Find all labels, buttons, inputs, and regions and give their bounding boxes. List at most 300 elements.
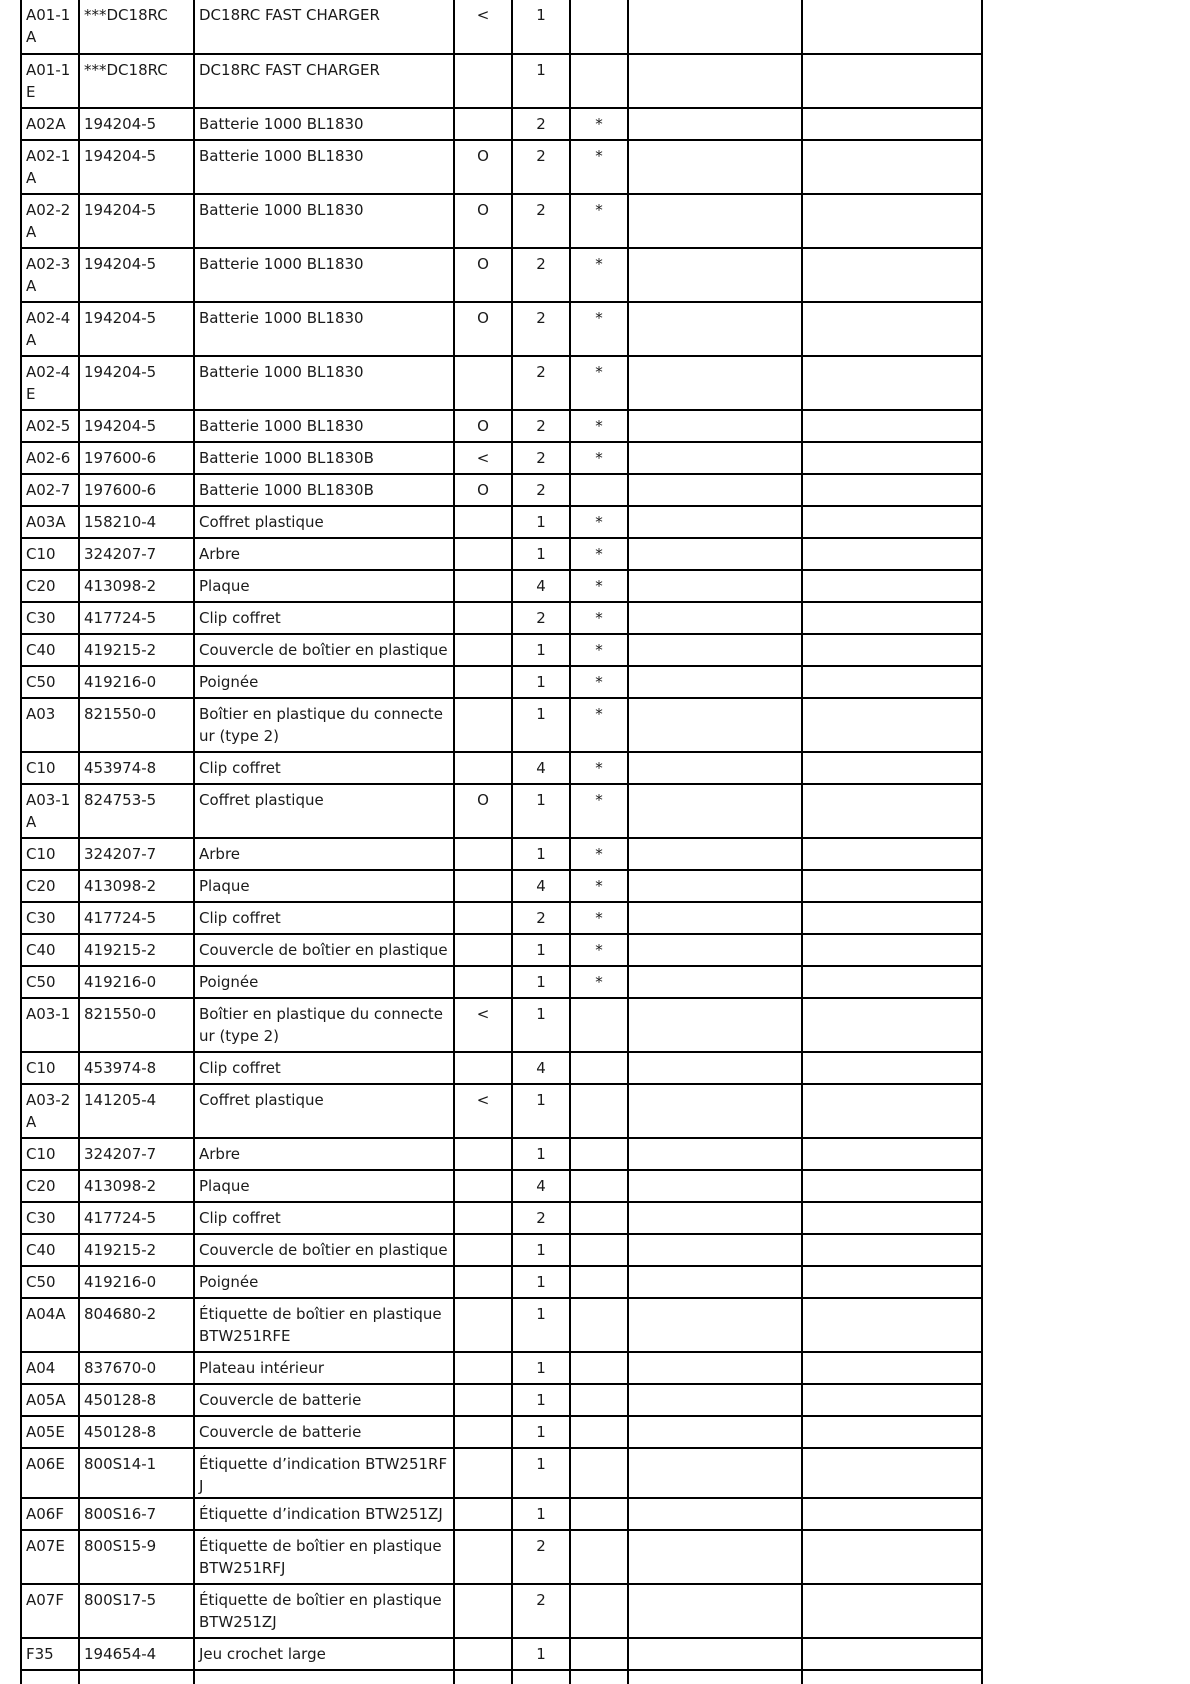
quantity-cell: 1 (512, 1084, 570, 1138)
star-mark-cell: * (570, 666, 628, 698)
part-number-cell: 804680-2 (79, 1298, 194, 1352)
part-description-cell: Plateau intérieur (194, 1352, 454, 1384)
empty-cell (512, 1670, 570, 1684)
empty-cell (802, 1138, 982, 1170)
change-mark-cell: O (454, 140, 512, 194)
empty-cell (802, 248, 982, 302)
item-number-cell: A04 (21, 1352, 79, 1384)
empty-cell (802, 302, 982, 356)
change-mark-cell (454, 1416, 512, 1448)
table-row (21, 666, 982, 698)
star-mark-cell (570, 998, 628, 1052)
empty-cell (802, 506, 982, 538)
part-number-cell: 800S14-1 (79, 1448, 194, 1498)
empty-cell (802, 966, 982, 998)
empty-cell (802, 902, 982, 934)
change-mark-cell (454, 752, 512, 784)
part-description-cell: Étiquette d’indication BTW251RFJ (194, 1448, 454, 1498)
empty-cell (802, 570, 982, 602)
part-description-cell: DC18RC FAST CHARGER (194, 0, 454, 54)
empty-cell (802, 1052, 982, 1084)
item-number-cell: A07F (21, 1584, 79, 1638)
change-mark-cell (454, 934, 512, 966)
item-number-cell: C30 (21, 1202, 79, 1234)
empty-cell (802, 1352, 982, 1384)
change-mark-cell (454, 1530, 512, 1584)
part-number-cell: 417724-5 (79, 902, 194, 934)
empty-cell (628, 602, 802, 634)
empty-cell (802, 140, 982, 194)
empty-cell (628, 506, 802, 538)
table-row (21, 538, 982, 570)
part-number-cell: 453974-8 (79, 1052, 194, 1084)
empty-cell (628, 870, 802, 902)
star-mark-cell: * (570, 698, 628, 752)
empty-cell (628, 410, 802, 442)
star-mark-cell: * (570, 784, 628, 838)
item-number-cell: C10 (21, 538, 79, 570)
table-row (21, 998, 982, 1052)
change-mark-cell: O (454, 784, 512, 838)
part-number-cell: 800S15-9 (79, 1530, 194, 1584)
empty-cell (628, 1448, 802, 1498)
part-description-cell: Étiquette de boîtier en plastique BTW251RFJ (194, 1530, 454, 1584)
item-number-cell: C40 (21, 1234, 79, 1266)
table-row (21, 752, 982, 784)
part-number-cell: 824753-5 (79, 784, 194, 838)
quantity-cell: 1 (512, 784, 570, 838)
part-number-cell: 194654-4 (79, 1638, 194, 1670)
part-number-cell: 413098-2 (79, 570, 194, 602)
quantity-cell: 4 (512, 870, 570, 902)
star-mark-cell: * (570, 602, 628, 634)
item-number-cell: C30 (21, 602, 79, 634)
part-description-cell: Batterie 1000 BL1830 (194, 248, 454, 302)
star-mark-cell: * (570, 570, 628, 602)
part-description-cell: Arbre (194, 538, 454, 570)
part-description-cell: Coffret plastique (194, 506, 454, 538)
empty-cell (194, 1670, 454, 1684)
part-number-cell: 197600-6 (79, 442, 194, 474)
quantity-cell: 2 (512, 1584, 570, 1638)
item-number-cell: C20 (21, 570, 79, 602)
part-number-cell: 413098-2 (79, 1170, 194, 1202)
table-row (21, 356, 982, 410)
empty-cell (802, 1584, 982, 1638)
empty-cell (628, 1384, 802, 1416)
empty-cell (628, 1670, 802, 1684)
table-row (21, 966, 982, 998)
empty-cell (628, 998, 802, 1052)
empty-cell (628, 966, 802, 998)
quantity-cell: 1 (512, 0, 570, 54)
part-description-cell: Coffret plastique (194, 784, 454, 838)
quantity-cell: 1 (512, 1266, 570, 1298)
table-row (21, 634, 982, 666)
part-number-cell: 194204-5 (79, 410, 194, 442)
table-row (21, 194, 982, 248)
empty-cell (802, 1266, 982, 1298)
item-number-cell: A02A (21, 108, 79, 140)
part-description-cell: Batterie 1000 BL1830 (194, 356, 454, 410)
part-number-cell: 800S17-5 (79, 1584, 194, 1638)
item-number-cell: A01-1 A (21, 0, 79, 54)
quantity-cell: 2 (512, 602, 570, 634)
star-mark-cell (570, 1352, 628, 1384)
table-row (21, 1448, 982, 1498)
quantity-cell: 1 (512, 506, 570, 538)
star-mark-cell: * (570, 302, 628, 356)
star-mark-cell (570, 1498, 628, 1530)
quantity-cell: 2 (512, 410, 570, 442)
item-number-cell: A02-3 A (21, 248, 79, 302)
quantity-cell: 1 (512, 1416, 570, 1448)
part-description-cell: Batterie 1000 BL1830B (194, 474, 454, 506)
quantity-cell: 4 (512, 1170, 570, 1202)
empty-cell (628, 1298, 802, 1352)
quantity-cell: 1 (512, 1498, 570, 1530)
table-row (21, 248, 982, 302)
part-number-cell: 194204-5 (79, 248, 194, 302)
star-mark-cell: * (570, 356, 628, 410)
table-row (21, 442, 982, 474)
star-mark-cell: * (570, 410, 628, 442)
star-mark-cell: * (570, 966, 628, 998)
item-number-cell: A03A (21, 506, 79, 538)
table-row (21, 1416, 982, 1448)
part-description-cell: Couvercle de batterie (194, 1384, 454, 1416)
star-mark-cell: * (570, 248, 628, 302)
change-mark-cell (454, 698, 512, 752)
part-description-cell: Batterie 1000 BL1830 (194, 302, 454, 356)
part-description-cell: Étiquette d’indication BTW251ZJ (194, 1498, 454, 1530)
quantity-cell: 1 (512, 1384, 570, 1416)
item-number-cell: C20 (21, 1170, 79, 1202)
part-number-cell: 800S16-7 (79, 1498, 194, 1530)
empty-cell (628, 474, 802, 506)
empty-cell (628, 194, 802, 248)
part-number-cell: 821550-0 (79, 698, 194, 752)
empty-cell (628, 1202, 802, 1234)
change-mark-cell (454, 1170, 512, 1202)
item-number-cell: A06E (21, 1448, 79, 1498)
part-description-cell: Coffret plastique (194, 1084, 454, 1138)
empty-cell (802, 838, 982, 870)
change-mark-cell (454, 870, 512, 902)
empty-cell (628, 1084, 802, 1138)
part-description-cell: Batterie 1000 BL1830 (194, 140, 454, 194)
quantity-cell: 2 (512, 474, 570, 506)
part-number-cell: 821550-0 (79, 998, 194, 1052)
empty-cell (570, 1670, 628, 1684)
part-description-cell: Clip coffret (194, 1202, 454, 1234)
change-mark-cell (454, 1298, 512, 1352)
quantity-cell: 1 (512, 1352, 570, 1384)
star-mark-cell (570, 1084, 628, 1138)
empty-cell (802, 1448, 982, 1498)
item-number-cell: A05E (21, 1416, 79, 1448)
empty-cell (802, 108, 982, 140)
part-number-cell: 324207-7 (79, 1138, 194, 1170)
empty-cell (802, 698, 982, 752)
empty-cell (802, 1234, 982, 1266)
quantity-cell: 2 (512, 302, 570, 356)
empty-cell (802, 474, 982, 506)
star-mark-cell (570, 0, 628, 54)
table-row (21, 506, 982, 538)
quantity-cell: 1 (512, 698, 570, 752)
table-row (21, 1384, 982, 1416)
star-mark-cell: * (570, 634, 628, 666)
quantity-cell: 4 (512, 570, 570, 602)
empty-cell (628, 1052, 802, 1084)
part-number-cell: 197600-6 (79, 474, 194, 506)
star-mark-cell (570, 1448, 628, 1498)
star-mark-cell (570, 1170, 628, 1202)
change-mark-cell (454, 1384, 512, 1416)
item-number-cell: A06F (21, 1498, 79, 1530)
change-mark-cell (454, 1052, 512, 1084)
empty-cell (21, 1670, 79, 1684)
part-description-cell: Jeu crochet large (194, 1638, 454, 1670)
empty-cell (802, 1670, 982, 1684)
change-mark-cell: O (454, 302, 512, 356)
change-mark-cell (454, 1138, 512, 1170)
change-mark-cell (454, 634, 512, 666)
empty-cell (802, 1170, 982, 1202)
change-mark-cell: < (454, 0, 512, 54)
quantity-cell: 1 (512, 934, 570, 966)
empty-cell (802, 0, 982, 54)
part-number-cell: 419216-0 (79, 966, 194, 998)
part-number-cell: 453974-8 (79, 752, 194, 784)
star-mark-cell: * (570, 108, 628, 140)
part-description-cell: Couvercle de boîtier en plastique (194, 634, 454, 666)
empty-cell (802, 784, 982, 838)
change-mark-cell (454, 108, 512, 140)
star-mark-cell: * (570, 194, 628, 248)
part-description-cell: Clip coffret (194, 902, 454, 934)
empty-cell (802, 1416, 982, 1448)
empty-cell (802, 410, 982, 442)
empty-cell (628, 302, 802, 356)
part-description-cell: Étiquette de boîtier en plastique BTW251ZJ (194, 1584, 454, 1638)
part-number-cell: 194204-5 (79, 194, 194, 248)
empty-cell (802, 1084, 982, 1138)
part-number-cell: 194204-5 (79, 356, 194, 410)
empty-cell (628, 634, 802, 666)
empty-cell (628, 1138, 802, 1170)
empty-cell (628, 1498, 802, 1530)
part-description-cell: Couvercle de boîtier en plastique (194, 1234, 454, 1266)
item-number-cell: A07E (21, 1530, 79, 1584)
part-number-cell: 417724-5 (79, 1202, 194, 1234)
star-mark-cell: * (570, 442, 628, 474)
empty-cell (628, 1234, 802, 1266)
change-mark-cell (454, 1498, 512, 1530)
part-description-cell: Arbre (194, 838, 454, 870)
change-mark-cell (454, 966, 512, 998)
quantity-cell: 1 (512, 1638, 570, 1670)
empty-cell (802, 1638, 982, 1670)
empty-cell (628, 784, 802, 838)
star-mark-cell: * (570, 140, 628, 194)
table-row (21, 934, 982, 966)
part-description-cell: Arbre (194, 1138, 454, 1170)
empty-cell (802, 870, 982, 902)
item-number-cell: C40 (21, 634, 79, 666)
part-number-cell: 419216-0 (79, 666, 194, 698)
quantity-cell: 2 (512, 356, 570, 410)
parts-list-page (20, 0, 983, 1684)
table-row (21, 1530, 982, 1584)
part-number-cell: 324207-7 (79, 838, 194, 870)
empty-cell (628, 538, 802, 570)
star-mark-cell: * (570, 934, 628, 966)
table-row (21, 1234, 982, 1266)
star-mark-cell (570, 54, 628, 108)
quantity-cell: 2 (512, 902, 570, 934)
quantity-cell: 1 (512, 998, 570, 1052)
change-mark-cell (454, 902, 512, 934)
part-number-cell: 194204-5 (79, 302, 194, 356)
parts-table-body (21, 0, 982, 1684)
part-description-cell: Clip coffret (194, 752, 454, 784)
change-mark-cell (454, 1584, 512, 1638)
item-number-cell: A02-5 (21, 410, 79, 442)
item-number-cell: A02-2 A (21, 194, 79, 248)
item-number-cell: A03 (21, 698, 79, 752)
table-row (21, 784, 982, 838)
change-mark-cell (454, 1202, 512, 1234)
quantity-cell: 2 (512, 1530, 570, 1584)
star-mark-cell (570, 1384, 628, 1416)
item-number-cell: C50 (21, 1266, 79, 1298)
part-number-cell: 837670-0 (79, 1352, 194, 1384)
empty-cell (802, 1530, 982, 1584)
empty-cell (802, 1498, 982, 1530)
table-row (21, 54, 982, 108)
change-mark-cell: O (454, 474, 512, 506)
star-mark-cell: * (570, 506, 628, 538)
part-description-cell: Poignée (194, 666, 454, 698)
quantity-cell: 1 (512, 538, 570, 570)
change-mark-cell (454, 1638, 512, 1670)
star-mark-cell (570, 1638, 628, 1670)
star-mark-cell (570, 1266, 628, 1298)
table-row (21, 1266, 982, 1298)
table-row (21, 474, 982, 506)
empty-cell (802, 934, 982, 966)
part-description-cell: Plaque (194, 570, 454, 602)
item-number-cell: C40 (21, 934, 79, 966)
empty-cell (802, 752, 982, 784)
star-mark-cell: * (570, 838, 628, 870)
empty-cell (628, 54, 802, 108)
table-row (21, 1138, 982, 1170)
table-row (21, 1298, 982, 1352)
table-row (21, 1584, 982, 1638)
table-row (21, 108, 982, 140)
change-mark-cell (454, 570, 512, 602)
empty-cell (802, 1202, 982, 1234)
empty-cell (628, 0, 802, 54)
part-number-cell: 417724-5 (79, 602, 194, 634)
empty-cell (628, 666, 802, 698)
table-row (21, 0, 982, 54)
star-mark-cell (570, 1234, 628, 1266)
quantity-cell: 2 (512, 140, 570, 194)
quantity-cell: 4 (512, 1052, 570, 1084)
table-row (21, 1202, 982, 1234)
item-number-cell: A02-1 A (21, 140, 79, 194)
part-number-cell: 141205-4 (79, 1084, 194, 1138)
star-mark-cell (570, 1584, 628, 1638)
part-description-cell: Batterie 1000 BL1830 (194, 108, 454, 140)
change-mark-cell: O (454, 194, 512, 248)
star-mark-cell (570, 1138, 628, 1170)
table-row (21, 1638, 982, 1670)
item-number-cell: C10 (21, 752, 79, 784)
item-number-cell: A02-4 E (21, 356, 79, 410)
empty-cell (628, 1266, 802, 1298)
quantity-cell: 1 (512, 838, 570, 870)
table-row (21, 410, 982, 442)
quantity-cell: 1 (512, 54, 570, 108)
change-mark-cell (454, 538, 512, 570)
empty-cell (628, 1530, 802, 1584)
item-number-cell: A02-4 A (21, 302, 79, 356)
table-row (21, 602, 982, 634)
change-mark-cell (454, 1448, 512, 1498)
quantity-cell: 1 (512, 666, 570, 698)
part-number-cell: 419215-2 (79, 1234, 194, 1266)
table-row (21, 838, 982, 870)
empty-cell (628, 934, 802, 966)
empty-cell (802, 666, 982, 698)
item-number-cell: A01-1 E (21, 54, 79, 108)
empty-cell (802, 1298, 982, 1352)
part-description-cell: Batterie 1000 BL1830 (194, 194, 454, 248)
empty-cell (802, 54, 982, 108)
table-row (21, 1352, 982, 1384)
quantity-cell: 1 (512, 1234, 570, 1266)
part-number-cell: 419216-0 (79, 1266, 194, 1298)
empty-cell (628, 442, 802, 474)
star-mark-cell (570, 1530, 628, 1584)
change-mark-cell: < (454, 442, 512, 474)
part-description-cell: Boîtier en plastique du connecte ur (type 2) (194, 998, 454, 1052)
empty-cell (628, 698, 802, 752)
part-description-cell: Plaque (194, 1170, 454, 1202)
star-mark-cell (570, 1298, 628, 1352)
part-number-cell: 158210-4 (79, 506, 194, 538)
quantity-cell: 1 (512, 1138, 570, 1170)
item-number-cell: A04A (21, 1298, 79, 1352)
item-number-cell: A02-7 (21, 474, 79, 506)
table-row (21, 902, 982, 934)
part-description-cell: Étiquette de boîtier en plastique BTW251RFE (194, 1298, 454, 1352)
part-number-cell: 450128-8 (79, 1384, 194, 1416)
table-row-partial (21, 1670, 982, 1684)
part-description-cell: Poignée (194, 966, 454, 998)
item-number-cell: A03-2 A (21, 1084, 79, 1138)
empty-cell (628, 838, 802, 870)
part-description-cell: Plaque (194, 870, 454, 902)
empty-cell (454, 1670, 512, 1684)
empty-cell (79, 1670, 194, 1684)
table-row (21, 140, 982, 194)
